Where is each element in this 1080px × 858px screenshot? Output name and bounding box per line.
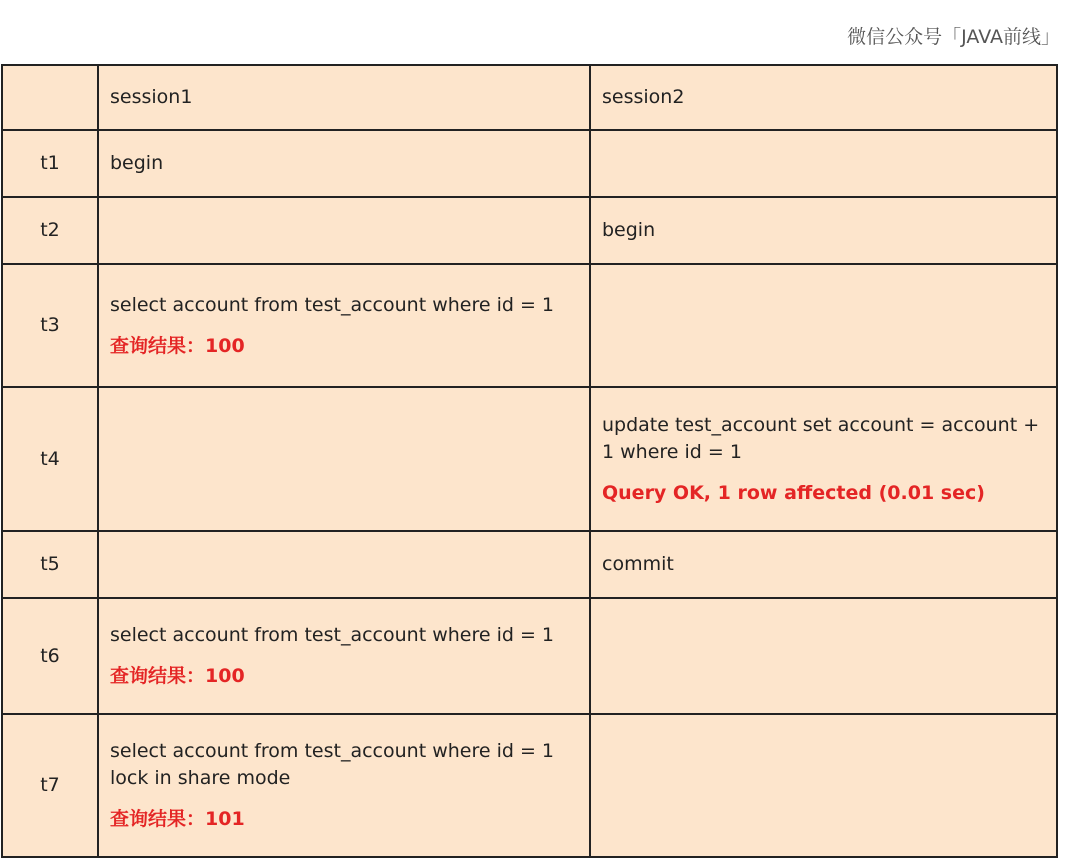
sql-statement: update test_account set account = account + 1 where id = 1 xyxy=(602,413,1040,463)
session1-cell xyxy=(98,130,590,197)
header-session2: session2 xyxy=(590,65,1057,130)
session2-cell xyxy=(590,197,1057,264)
session2-cell xyxy=(590,130,1057,197)
session1-cell xyxy=(98,598,590,714)
table-row xyxy=(2,531,1057,598)
header-session1: session1 xyxy=(98,65,590,130)
time-cell: t4 xyxy=(2,387,98,531)
time-cell: t7 xyxy=(2,714,98,857)
time-cell: t3 xyxy=(2,264,98,387)
query-result: 查询结果：100 xyxy=(110,665,245,687)
query-result: 查询结果：101 xyxy=(110,808,245,830)
session2-cell xyxy=(590,387,1057,531)
sql-statement: begin xyxy=(110,152,164,174)
session2-cell xyxy=(590,531,1057,598)
query-result: Query OK, 1 row affected (0.01 sec) xyxy=(602,481,985,504)
table-row xyxy=(2,197,1057,264)
time-cell: t5 xyxy=(2,531,98,598)
time-cell: t1 xyxy=(2,130,98,197)
header-time xyxy=(2,65,98,130)
time-cell: t2 xyxy=(2,197,98,264)
session2-cell xyxy=(590,264,1057,387)
table-row xyxy=(2,714,1057,857)
table-row xyxy=(2,387,1057,531)
sql-statement: select account from test_account where id = 1 xyxy=(110,293,555,316)
sql-statement: begin xyxy=(602,219,656,241)
transaction-timeline-table xyxy=(1,64,1058,858)
session1-cell xyxy=(98,264,590,387)
time-cell: t6 xyxy=(2,598,98,714)
table-header-row xyxy=(2,65,1057,130)
session1-cell xyxy=(98,531,590,598)
watermark: 微信公众号「JAVA前线」 xyxy=(847,26,1060,48)
query-result: 查询结果：100 xyxy=(110,334,245,357)
table-row xyxy=(2,130,1057,197)
session1-cell xyxy=(98,197,590,264)
sql-statement: select account from test_account where id = 1 xyxy=(110,624,555,646)
sql-statement: commit xyxy=(602,553,674,575)
session1-cell xyxy=(98,387,590,531)
session2-cell xyxy=(590,714,1057,857)
session2-cell xyxy=(590,598,1057,714)
table-row xyxy=(2,598,1057,714)
sql-statement: select account from test_account where id = 1 lock in share mode xyxy=(110,740,555,789)
table-row xyxy=(2,264,1057,387)
session1-cell xyxy=(98,714,590,857)
